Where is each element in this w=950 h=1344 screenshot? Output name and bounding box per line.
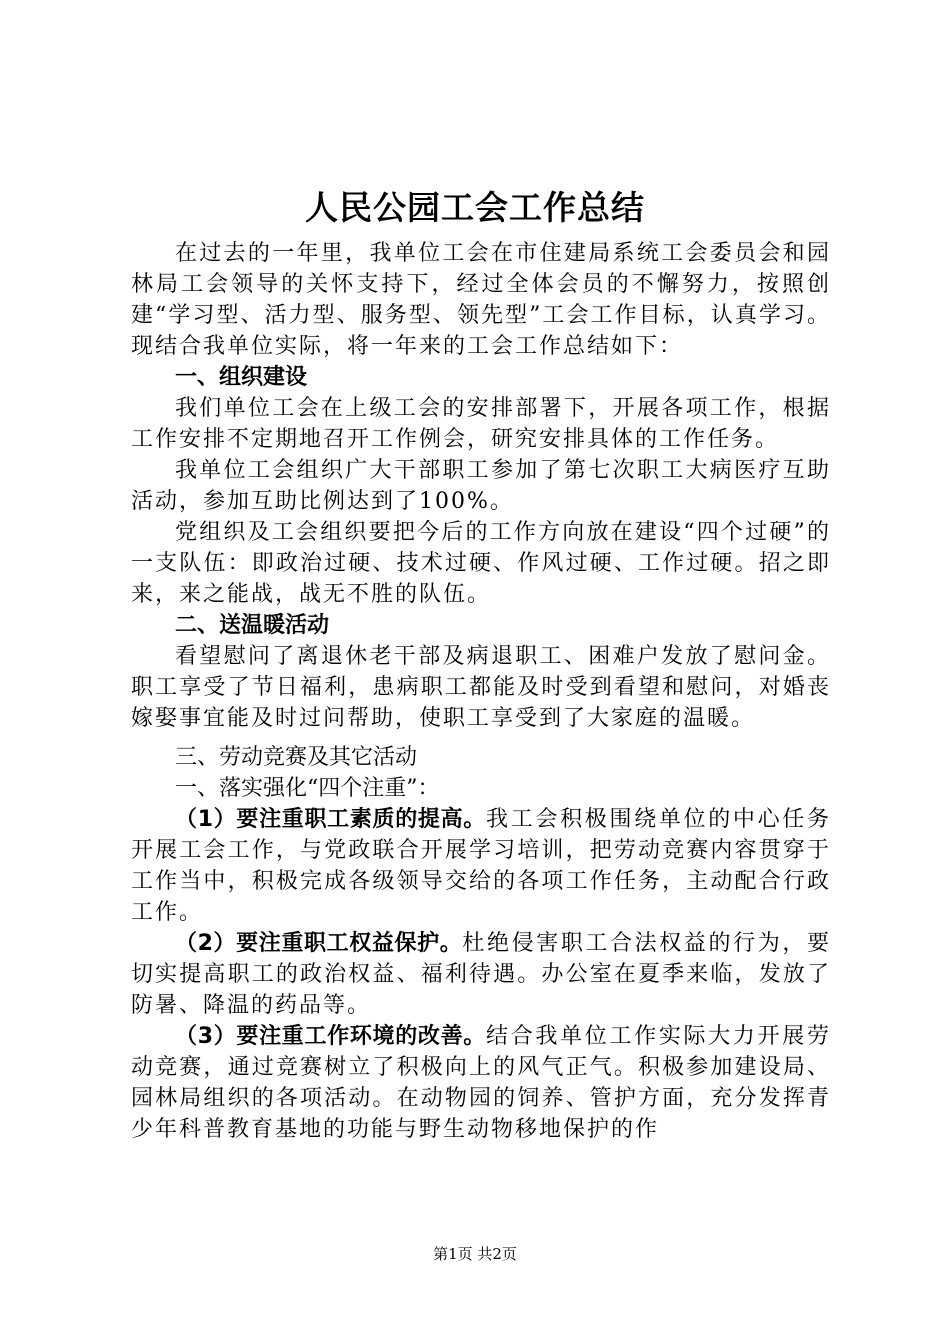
paragraph: 我们单位工会在上级工会的安排部署下，开展各项工作，根据工作安排不定期地召开工作例会，研究安排具体的工作任务。	[131, 396, 831, 452]
item-text: 结合我单位工作实际大力开展劳动竞赛，通过竞赛树立了积极向上的风气正气。积极参加建设局、园林局组织的各项活动。在动物园的饲养、管护方面，充分发挥青少年科普教育基地的功能与野生动物移地保护的作	[131, 1024, 831, 1142]
section-heading-organization: 一、组织建设	[175, 365, 308, 390]
item-text: 杜绝侵害职工合法权益的行为，要切实提高职工的政治权益、福利待遇。办公室在夏季来临，发放了防暑、降温的药品等。	[131, 931, 831, 1018]
item-label: （2）要注重职工权益保护。	[175, 931, 463, 956]
document-body	[131, 238, 831, 1145]
paragraph: 看望慰问了离退休老干部及病退职工、困难户发放了慰问金。职工享受了节日福利，患病职工都能及时受到看望和慰问，对婚丧嫁娶事宜能及时过问帮助，使职工享受到了大家庭的温暖。	[131, 644, 831, 731]
list-item	[131, 1021, 831, 1145]
intro-paragraph: 在过去的一年里，我单位工会在市住建局系统工会委员会和园林局工会领导的关怀支持下，经过全体会员的不懈努力，按照创建“学习型、活力型、服务型、领先型”工会工作目标，认真学习。现结合我单位实际，将一年来的工会工作总结如下：	[131, 241, 831, 359]
section-heading-competition: 三、劳动竞赛及其它活动	[175, 745, 418, 770]
list-item	[131, 928, 831, 1021]
section-heading-warmth: 二、送温暖活动	[175, 613, 330, 638]
paragraph: 党组织及工会组织要把今后的工作方向放在建设“四个过硬”的一支队伍：即政治过硬、技术过硬、作风过硬、工作过硬。招之即来，来之能战，战无不胜的队伍。	[131, 520, 831, 607]
paragraph: 我单位工会组织广大干部职工参加了第七次职工大病医疗互助活动，参加互助比例达到了100%。	[131, 458, 831, 514]
item-text: 我工会积极围绕单位的中心任务开展工会工作，与党政联合开展学习培训，把劳动竞赛内容贯穿于工作当中，积极完成各级领导交给的各项工作任务，主动配合行政工作。	[131, 807, 831, 925]
item-label: （1）要注重职工素质的提高。	[175, 807, 486, 832]
item-label: （3）要注重工作环境的改善。	[175, 1024, 486, 1049]
page-footer: 第1页 共2页	[433, 1245, 517, 1263]
document-title: 人民公园工会工作总结	[305, 188, 645, 227]
list-item	[131, 804, 831, 928]
subsection-heading: 一、落实强化“四个注重”：	[175, 776, 440, 801]
